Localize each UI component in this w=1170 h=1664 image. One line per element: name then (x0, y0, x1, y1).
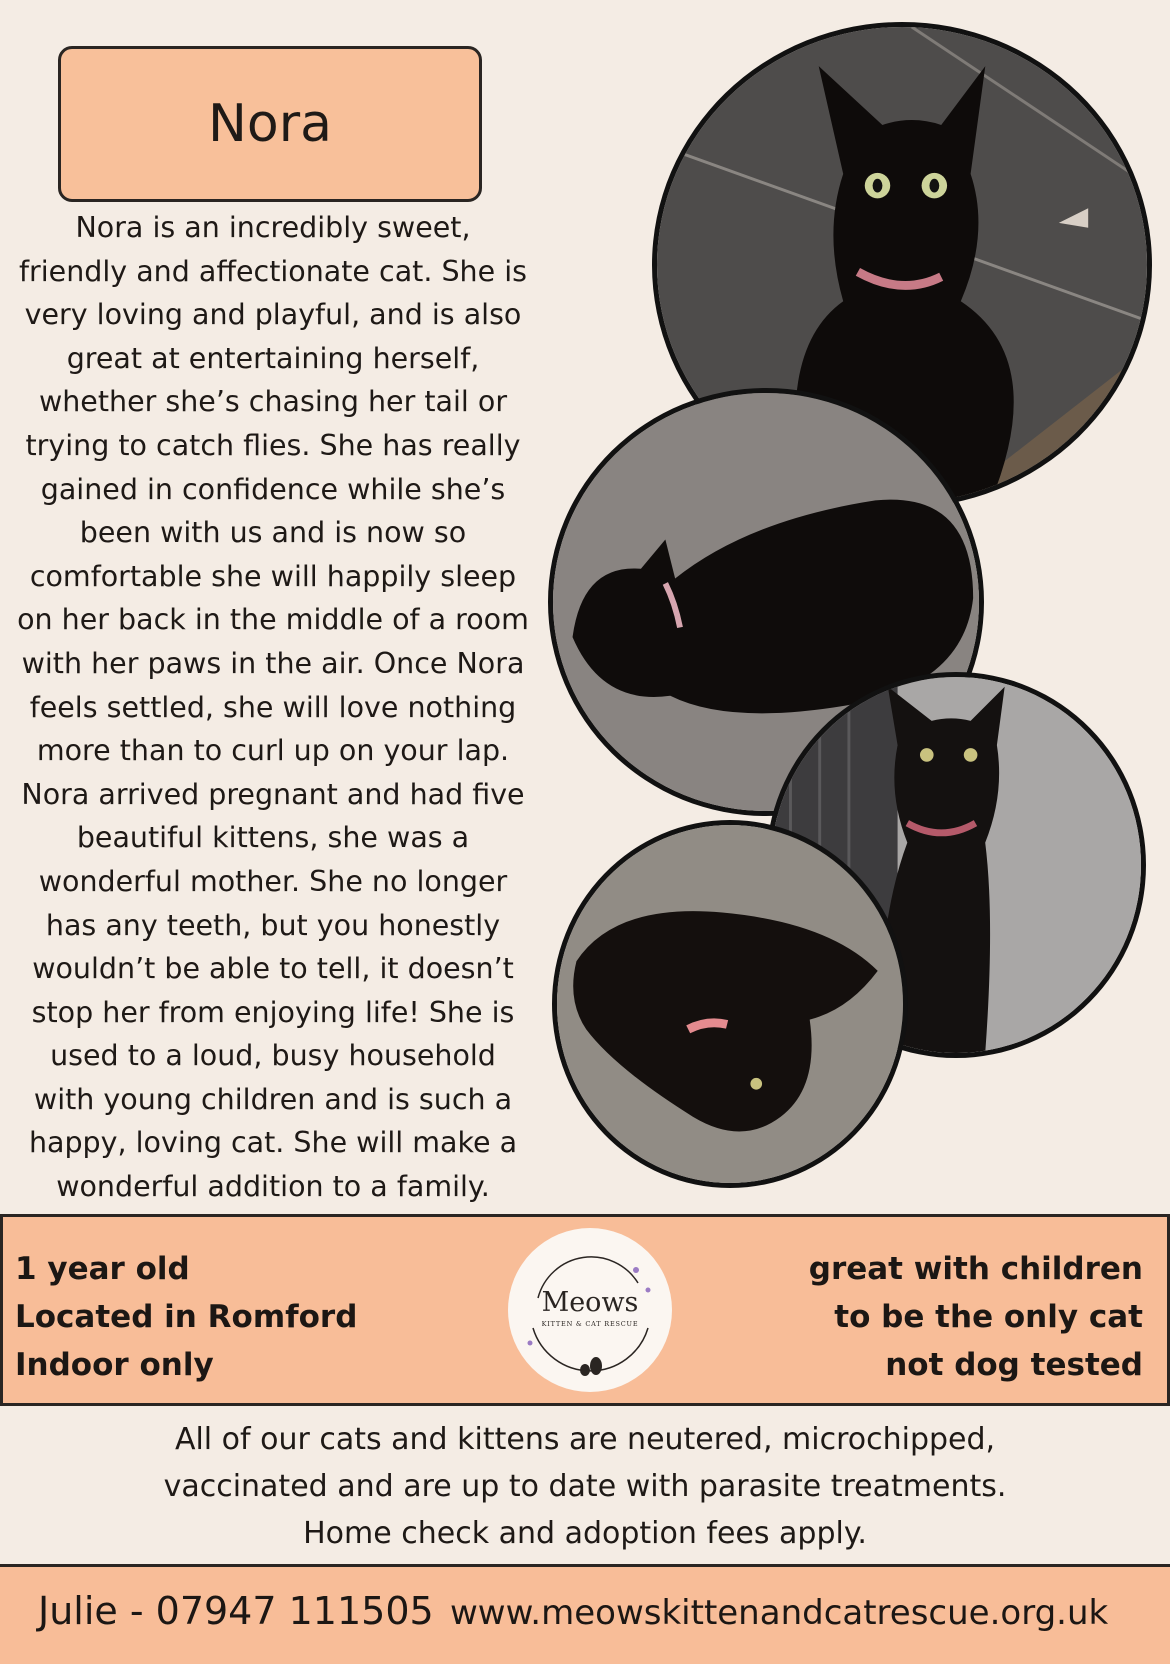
description-line: feels settled, she will love nothing (29, 690, 517, 724)
fact-age: 1 year old (15, 1251, 190, 1287)
contact-phone[interactable]: Julie - 07947 111505 (38, 1589, 434, 1633)
description-line: wonderful addition to a family. (56, 1170, 490, 1204)
meows-logo (508, 1228, 672, 1392)
cat-facts-left (15, 1245, 357, 1389)
description-line: comfortable she will happily sleep (29, 559, 517, 593)
notice-line: vaccinated and are up to date with parasite treatments. (163, 1469, 1007, 1504)
description-line: trying to catch flies. She has really (25, 428, 521, 462)
cat-facts-right (809, 1245, 1143, 1389)
logo-subtitle: KITTEN & CAT RESCUE (541, 1319, 639, 1328)
description-line: more than to curl up on your lap. (36, 734, 510, 768)
fact-only-cat: to be the only cat (834, 1299, 1143, 1335)
description-line: with her paws in the air. Once Nora (21, 646, 525, 680)
contact-band (0, 1564, 1170, 1664)
description-line: wouldn’t be able to tell, it doesn’t (32, 952, 514, 986)
cat-description (4, 206, 542, 1209)
description-line: beautiful kittens, she was a (76, 821, 470, 855)
description-line: Nora arrived pregnant and had five (21, 777, 525, 811)
description-line: Nora is an incredibly sweet, (75, 211, 471, 244)
description-line: on her back in the middle of a room (17, 603, 529, 637)
description-line: happy, loving cat. She will make a (28, 1126, 518, 1160)
cat-name-box (58, 46, 482, 202)
fact-indoor: Indoor only (15, 1347, 214, 1383)
contact-website[interactable]: www.meowskittenandcatrescue.org.uk (450, 1593, 1109, 1633)
description-line: has any teeth, but you honestly (45, 908, 501, 942)
fact-dogs: not dog tested (885, 1347, 1143, 1383)
logo-name: Meows (541, 1286, 639, 1318)
adoption-notice (0, 1416, 1170, 1557)
fact-location: Located in Romford (15, 1299, 358, 1335)
description-line: friendly and affectionate cat. She is (19, 254, 527, 288)
description-line: stop her from enjoying life! She is (31, 995, 515, 1029)
notice-line: All of our cats and kittens are neutered, microchipped, (174, 1422, 996, 1457)
description-line: been with us and is now so (79, 516, 467, 550)
description-line: great at entertaining herself, (66, 341, 480, 375)
notice-line: Home check and adoption fees apply. (303, 1516, 867, 1551)
cat-name: Nora (208, 94, 332, 154)
description-line: whether she’s chasing her tail or (38, 385, 508, 419)
cat-photo-rolling (552, 820, 908, 1188)
description-line: used to a loud, busy household (50, 1039, 496, 1073)
description-line: very loving and playful, and is also (24, 298, 522, 332)
description-line: with young children and is such a (33, 1082, 513, 1116)
description-line: gained in confidence while she’s (40, 472, 506, 506)
description-line: wonderful mother. She no longer (38, 864, 508, 898)
fact-children: great with children (808, 1251, 1143, 1287)
